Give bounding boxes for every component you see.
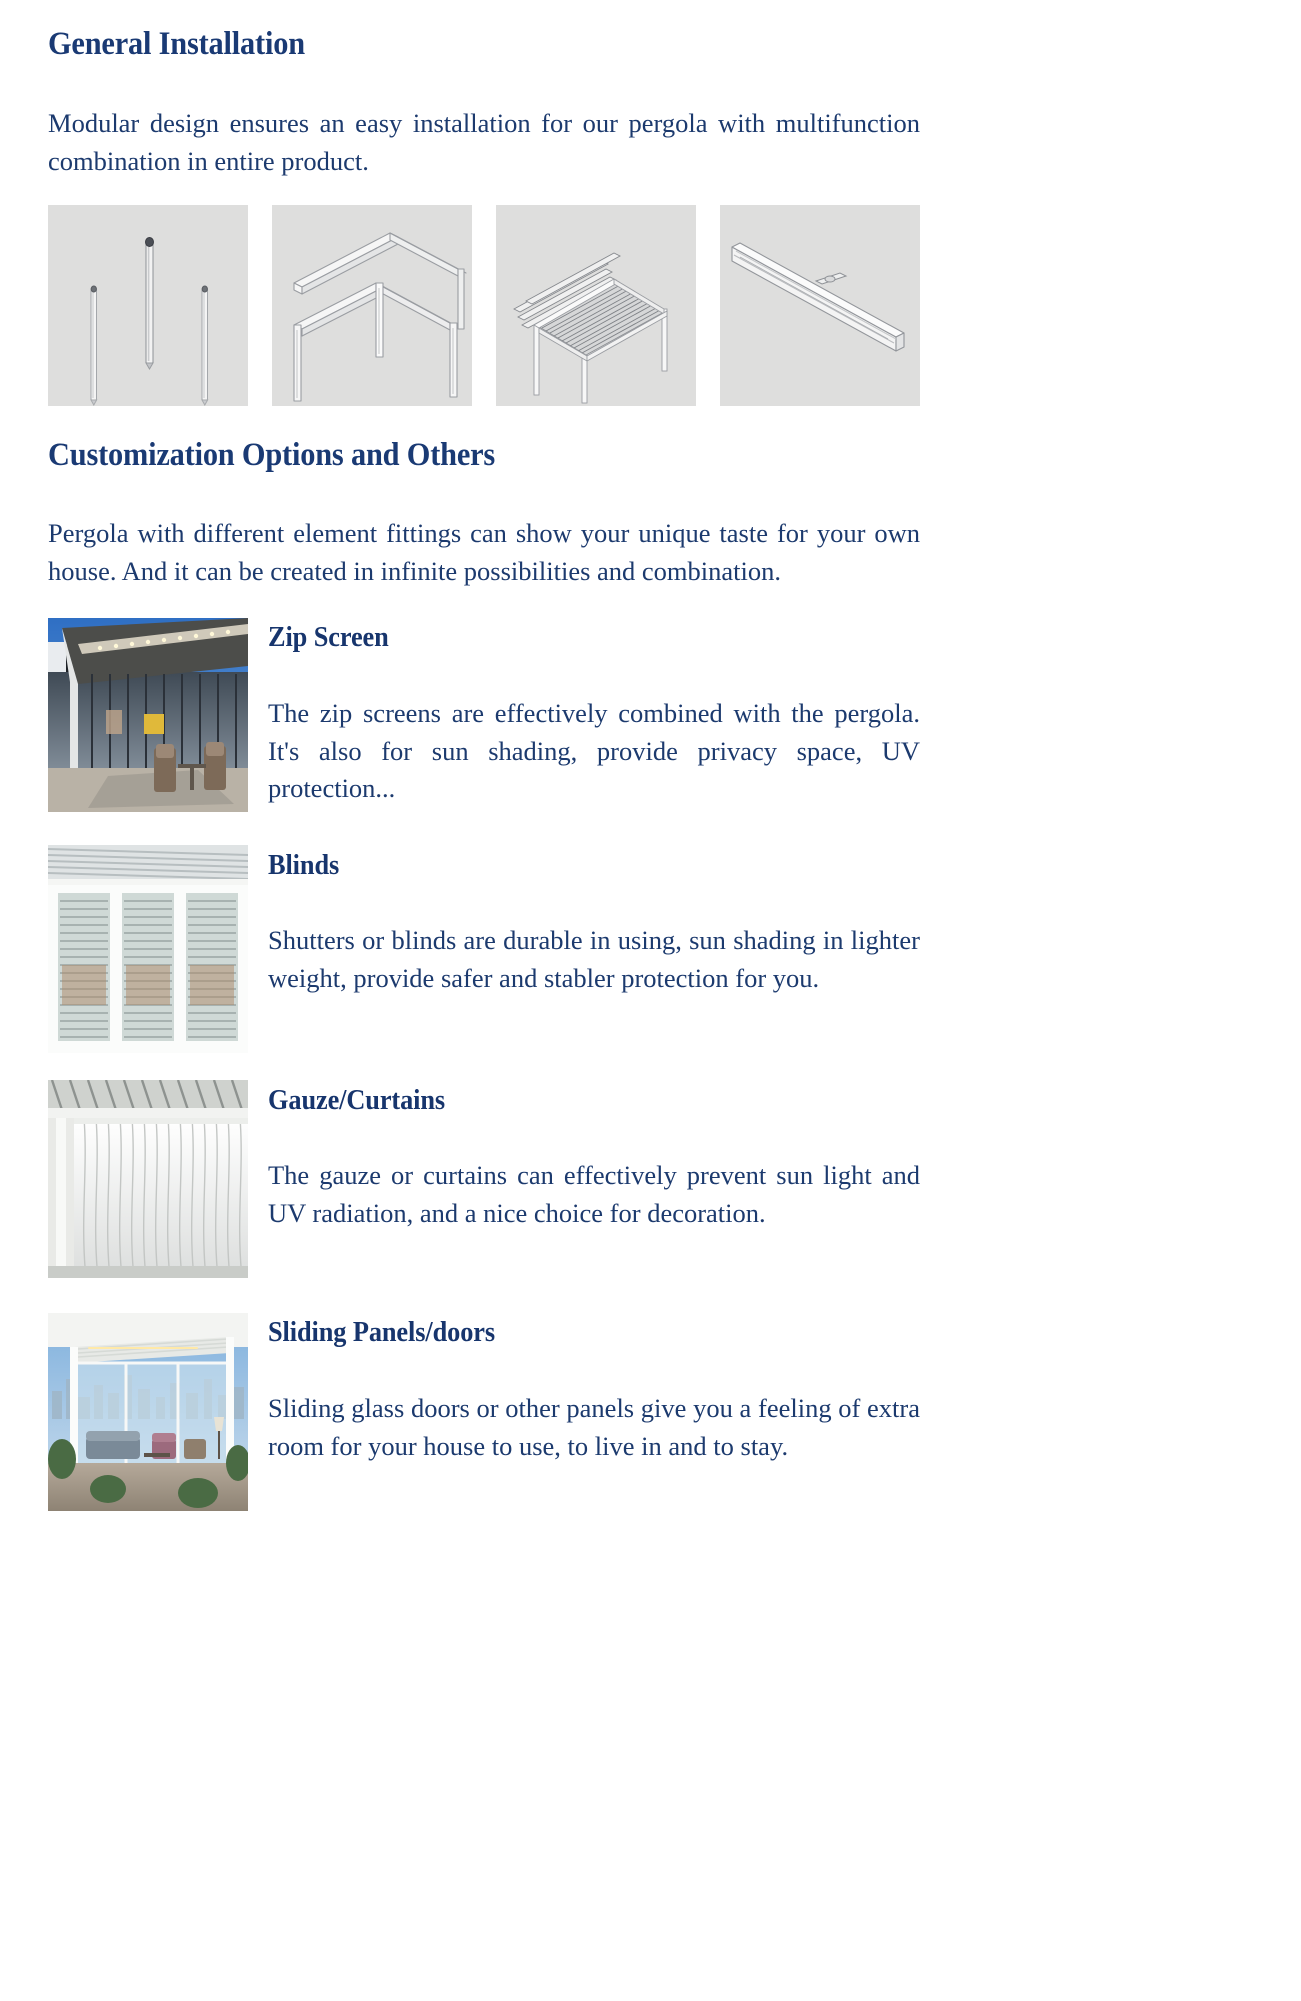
heading-general-installation: General Installation [48,26,305,62]
sliding-panels-image [48,1313,248,1511]
illustration-beam-step [720,205,920,406]
zip-screen-image [48,618,248,812]
louvers-step-icon [496,205,696,406]
installation-illustration-row [48,205,920,406]
feature-body-sliding-panels: Sliding glass doors or other panels give you a feeling of extra room for your house to use, to live in and to stay. [268,1393,920,1461]
paragraph-general-installation: Modular design ensures an easy installation for our pergola with multifunction combination in entire product. [48,108,920,176]
illustration-posts-step [48,205,248,406]
feature-body-gauze-curtains: The gauze or curtains can effectively prevent sun light and UV radiation, and a nice choice for decoration. [268,1160,920,1228]
blinds-image [48,845,248,1053]
gauze-curtains-image [48,1080,248,1278]
feature-title-gauze-curtains: Gauze/Curtains [268,1085,446,1116]
heading-customization-options: Customization Options and Others [48,437,496,473]
illustration-louvers-step [496,205,696,406]
beam-step-icon [720,205,920,406]
gauze-curtains-photo [48,1080,248,1278]
feature-title-blinds: Blinds [268,850,340,881]
paragraph-customization-options: Pergola with different element fittings can show your unique taste for your own house. And it can be created in infinite possibilities and combination. [48,518,920,586]
illustration-frame-step [272,205,472,406]
frame-step-icon [272,205,472,406]
sliding-panels-photo [48,1313,248,1511]
feature-title-zip-screen: Zip Screen [268,622,389,653]
feature-body-blinds: Shutters or blinds are durable in using, sun shading in lighter weight, provide safer and stabler protection for you. [268,925,920,993]
feature-title-sliding-panels: Sliding Panels/doors [268,1317,496,1348]
zip-screen-photo [48,618,248,812]
blinds-photo [48,845,248,1053]
feature-body-zip-screen: The zip screens are effectively combined with the pergola. It's also for sun shading, provide privacy space, UV protection... [268,698,920,804]
posts-step-icon [48,205,248,406]
